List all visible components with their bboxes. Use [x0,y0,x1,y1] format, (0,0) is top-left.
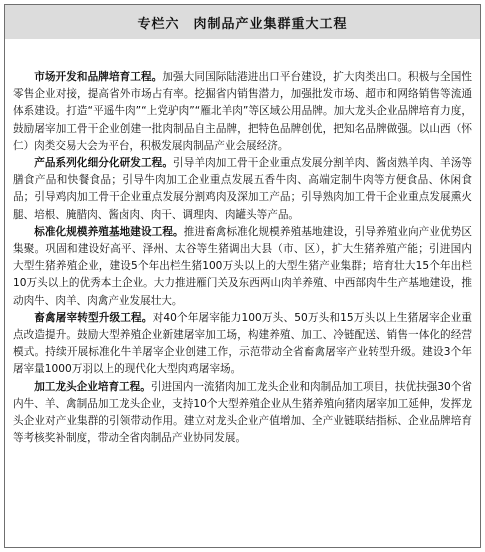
section-heading: 畜禽屠宰转型升级工程。 [34,311,153,324]
section-market-brand [13,69,472,155]
section-text: 引导羊肉加工骨干企业重点发展分割羊肉、酱卤熟羊肉、羊汤等膳食产品和快餐食品；引导牛肉加工企业重点发展五香牛肉、高端定制牛肉等方便食品、休闲食品；引导鸡肉加工骨干企业重点发展分割鸡肉及深加工产品；引导熟肉加工骨干企业重点发展熏火腿、培根、腌腊肉、酱卤肉、肉干、调理肉、肉罐头等产品。 [13,157,473,221]
column-title: 肉制品产业集群重大工程 [193,16,348,32]
column-title-bar [5,5,480,39]
section-product-rd [13,155,472,224]
column-label: 专栏六 [137,16,180,32]
section-leading-enterprise [13,379,472,448]
section-text: 推进畜禽标准化规模养殖基地建设，引导养殖业向产业优势区集聚。巩固和建设好高平、泽州、太谷等生猪调出大县（市、区），扩大生猪养殖产能；引进国内大型生猪养殖企业，建设5个年出栏生猪100万头以上的大型生猪产业集群；培育壮大15个年出栏10万头以上的优秀本土企业。大力推进雁门关及东西两山肉羊养殖、中西部肉牛生产基地建设，推动肉牛、肉羊、肉禽产业发展壮大。 [13,225,473,307]
section-text: 引进国内一流猪肉加工龙头企业和肉制品加工项目，扶优扶强30个省内牛、羊、禽制品加工龙头企业，支持10个大型养殖企业从生猪养殖向猪肉屠宰加工延伸，发挥龙头企业对产业集群的引领带动作用。建立对龙头企业产值增加、全产业链联结指标、企业品牌培育等考核奖补制度，带动全省肉制品产业协同发展。 [13,380,473,445]
column-content [13,69,472,447]
section-heading: 加工龙头企业培育工程。 [34,380,151,393]
column-box [4,4,481,548]
section-slaughter-upgrade [13,310,472,379]
section-text: 加强大同国际陆港进出口平台建设，扩大肉类出口。积极与全国性零售企业对接，提高省外市场占有率。挖掘省内销售潜力，加强批发市场、超市和网络销售等流通体系建设。打造“平遥牛肉”“上党驴肉”“雁北羊肉”等区域公用品牌。加大龙头企业品牌培育力度，鼓励屠宰加工骨干企业创建一批肉制品自主品牌，把特色品牌创优，把知名品牌做强。以山西（怀仁）肉类交易大会为平台，积极发展肉制品产业会展经济。 [13,71,473,152]
section-text: 对40个年屠宰能力100万头、50万头和15万头以上生猪屠宰企业重点改造提升。鼓励大型养殖企业新建屠宰加工场，构建养殖、加工、冷链配送、销售一体化的经营模式。持续开展标准化牛羊屠宰企业创建工作，示范带动全省畜禽屠宰产业转型升级。建设3个年屠宰量1000万羽以上的现代化大型肉鸡屠宰场。 [13,311,472,376]
section-heading: 产品系列化细分化研发工程。 [34,157,174,170]
section-heading: 市场开发和品牌培育工程。 [34,71,163,83]
section-breeding-base [13,224,472,310]
section-heading: 标准化规模养殖基地建设工程。 [34,225,184,238]
